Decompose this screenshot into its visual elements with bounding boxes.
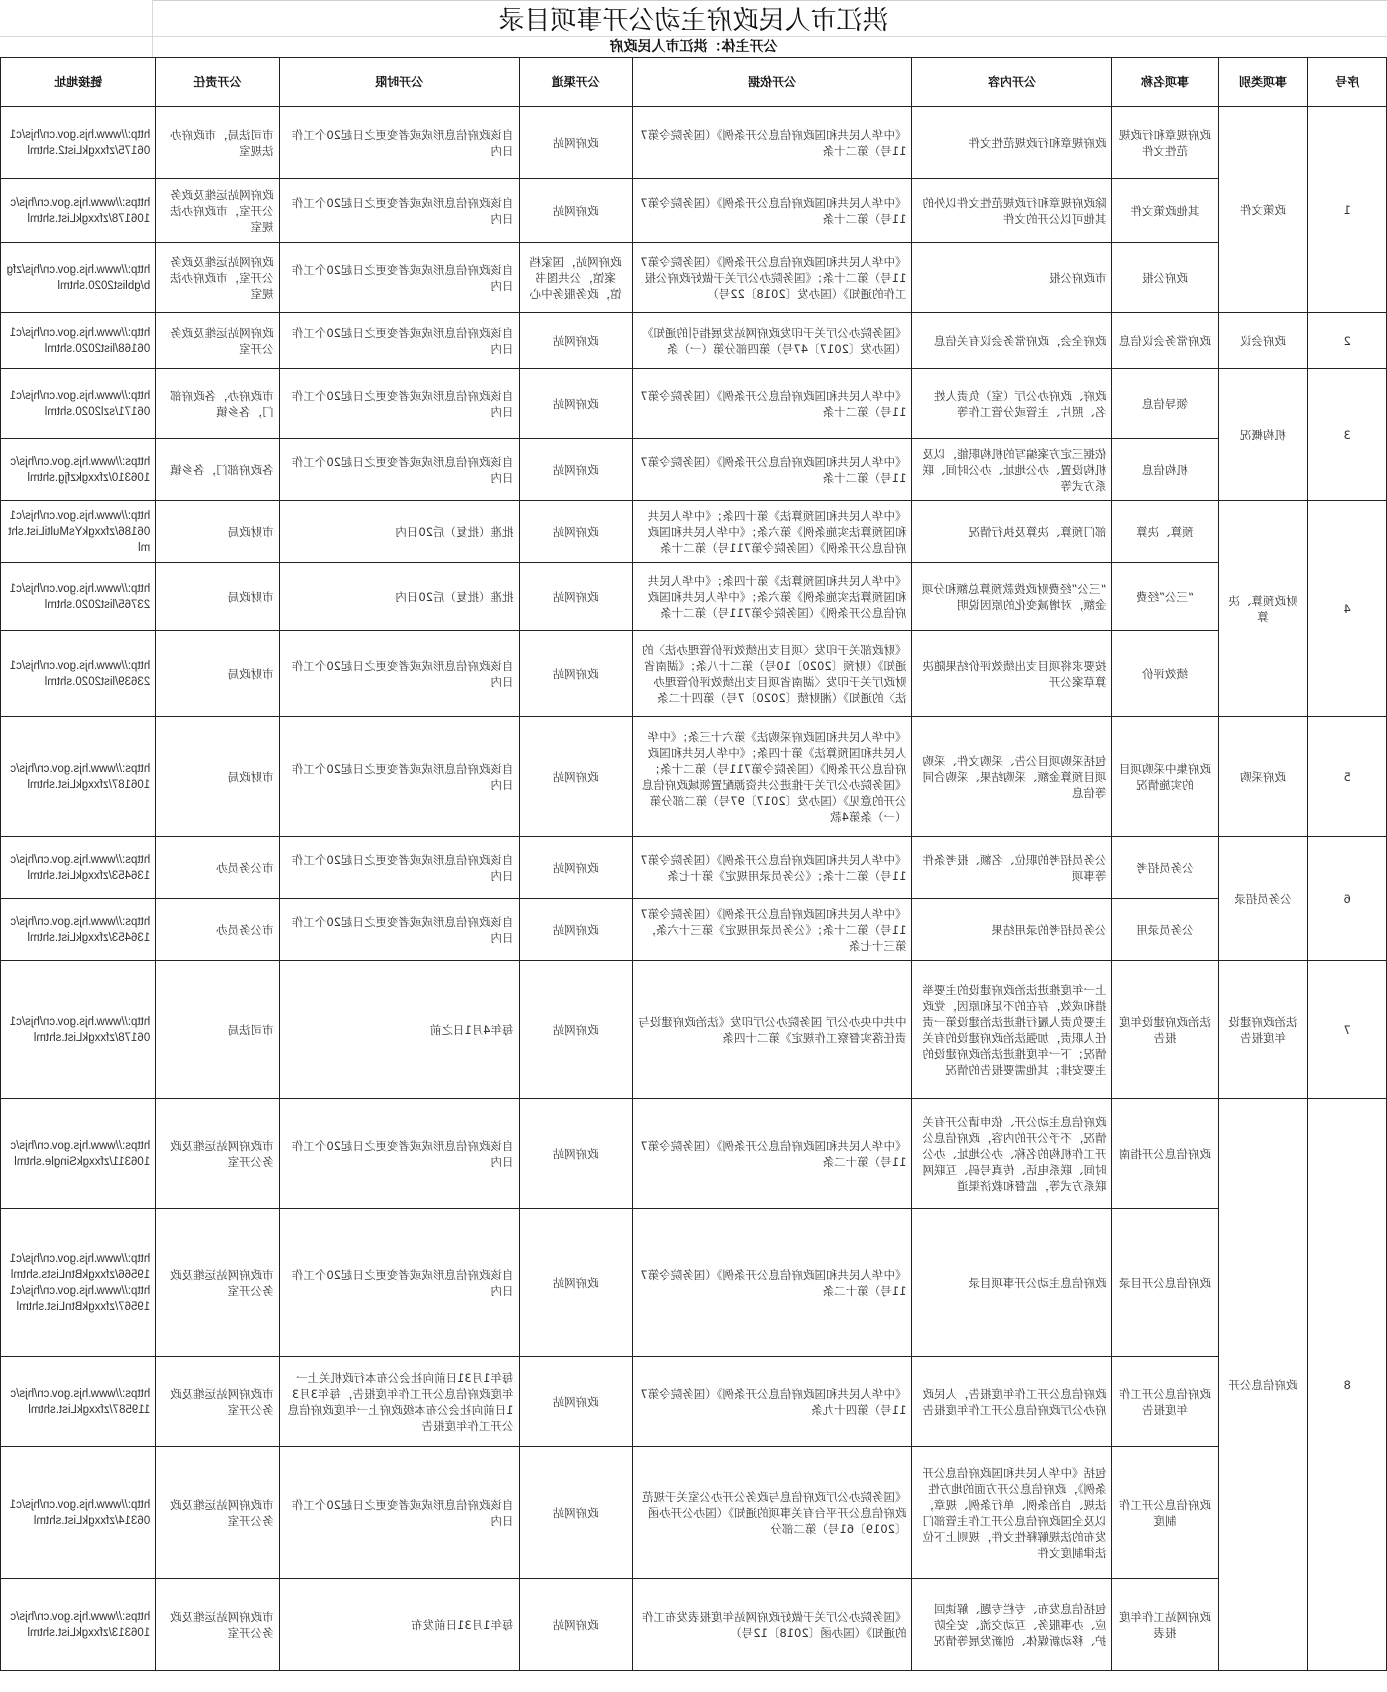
basis-cell: 《中华人民共和国政府信息公开条例》（国务院令第711号）第二十条；《公务员录用规定》第三十六条，第三十七条 bbox=[632, 899, 912, 961]
channel-cell: 政府网站 bbox=[519, 107, 632, 179]
item-name-cell: 机构信息 bbox=[1112, 439, 1218, 501]
content-cell: 按要求将项目支出绩效评价结果随决算草案公开 bbox=[912, 631, 1112, 717]
time-limit-cell: 每年1月31日前向社会公布本行政机关上一年度政府信息公开工作年度报告，每年3月31日前向社会公布本级政府上一年度政府信息公开工作年度报告 bbox=[279, 1357, 519, 1447]
time-limit-cell: 批准（批复）后20日内 bbox=[279, 501, 519, 563]
category-cell: 政府会议 bbox=[1218, 313, 1308, 369]
time-limit-cell: 批准（批复）后20日内 bbox=[279, 563, 519, 631]
table-row bbox=[1, 899, 1387, 961]
duty-cell: 市公务员办 bbox=[156, 837, 279, 899]
link-cell[interactable]: http://www.hjs.gov.cn/hjs/c106168/list2020.shtml bbox=[1, 313, 156, 369]
table-row bbox=[1, 369, 1387, 439]
item-name-cell: 预算、决算 bbox=[1112, 501, 1218, 563]
time-limit-cell: 自该政府信息形成或者变更之日起20个工作日内 bbox=[279, 313, 519, 369]
item-name-cell: “三公”经费 bbox=[1112, 563, 1218, 631]
link-cell[interactable]: http://www.hjs.gov.cn/hjs/c106175/zfxxgkList2.shtml bbox=[1, 107, 156, 179]
duty-cell: 市政府网站运维及政务公开室 bbox=[156, 1579, 279, 1671]
category-cell: 公务员招录 bbox=[1218, 837, 1308, 961]
item-name-cell: 政府规章和行政规范性文件 bbox=[1112, 107, 1218, 179]
channel-cell: 政府网站 bbox=[519, 899, 632, 961]
row-number: 6 bbox=[1308, 837, 1387, 961]
time-limit-cell: 自该政府信息形成或者变更之日起20个工作日内 bbox=[279, 631, 519, 717]
duty-cell: 市司法局，市政府办法规室 bbox=[156, 107, 279, 179]
content-cell: 包括《中华人民共和国政府信息公开条例》，政府信息公开方面的地方性法规、自治条例、单行条例、规章，以及全国政府信息公开工作主管部门发布的法规解释性文件，规则上下位法律制度文件 bbox=[912, 1447, 1112, 1579]
table-row bbox=[1, 1357, 1387, 1447]
link-cell[interactable]: http://www.hjs.gov.cn/hjs/c123765/list2020.shtml bbox=[1, 563, 156, 631]
channel-cell: 政府网站 bbox=[519, 501, 632, 563]
link-cell[interactable]: https://www.hjs.gov.cn/hjs/c136453/zfxxgkList.shtml bbox=[1, 837, 156, 899]
link-cell[interactable]: http://www.hjs.gov.cn/hjs/c106314/zfxxgkList.shtml bbox=[1, 1447, 156, 1579]
category-cell: 政策文件 bbox=[1218, 107, 1308, 313]
table-row bbox=[1, 837, 1387, 899]
catalog-table bbox=[0, 57, 1387, 1671]
category-cell: 政府信息公开 bbox=[1218, 1099, 1308, 1671]
time-limit-cell: 自该政府信息形成或者变更之日起20个工作日内 bbox=[279, 439, 519, 501]
link-cell[interactable]: http://www.hjs.gov.cn/hjs/c106178/zfxxgkList.shtml bbox=[1, 961, 156, 1099]
channel-cell: 政府网站 bbox=[519, 1099, 632, 1209]
link-cell[interactable]: https://www.hjs.gov.cn/hjs/c136453/zfxxgkList.shtml bbox=[1, 899, 156, 961]
item-name-cell: 政府信息公开指南 bbox=[1112, 1099, 1218, 1209]
duty-cell: 政府网站运维及政务公开室，市政府办法规室 bbox=[156, 179, 279, 243]
header-duty: 公开责任 bbox=[156, 58, 279, 107]
basis-cell: 《中华人民共和国政府信息公开条例》（国务院令第711号）第二十条；《公务员录用规定》第十七条 bbox=[632, 837, 912, 899]
time-limit-cell: 自该政府信息形成或者变更之日起20个工作日内 bbox=[279, 243, 519, 313]
table-row bbox=[1, 1447, 1387, 1579]
header-content: 公开内容 bbox=[912, 58, 1112, 107]
item-name-cell: 绩效评价 bbox=[1112, 631, 1218, 717]
content-cell: 政府信息主动公开事项目录 bbox=[912, 1209, 1112, 1357]
basis-cell: 《中华人民共和国预算法》第十四条；《中华人民共和国预算法实施条例》第六条；《中华人民共和国政府信息公开条例》（国务院令第711号）第二十条 bbox=[632, 563, 912, 631]
basis-cell: 中共中央办公厅 国务院办公厅印发《法治政府建设与责任落实督察工作规定》第二十四条 bbox=[632, 961, 912, 1099]
item-name-cell: 政府信息公开工作年度报告 bbox=[1112, 1357, 1218, 1447]
content-cell: 部门预算、决算及执行情况 bbox=[912, 501, 1112, 563]
channel-cell: 政府网站 bbox=[519, 1209, 632, 1357]
row-number: 7 bbox=[1308, 961, 1387, 1099]
content-cell: 政府全会，政府常务会议有关信息 bbox=[912, 313, 1112, 369]
table-row bbox=[1, 439, 1387, 501]
time-limit-cell: 自该政府信息形成或者变更之日起20个工作日内 bbox=[279, 899, 519, 961]
basis-cell: 《财政部关于印发〈项目支出绩效评价管理办法〉的通知》（财预〔2020〕10号）第二十八条；《湖南省财政厅关于印发〈湖南省项目支出绩效评价管理办法〉的通知》（湘财绩〔2020〕7号）第四十二条 bbox=[632, 631, 912, 717]
basis-cell: 《国务院办公厅关于做好政府网站年度报表发布工作的通知》（国办函〔2018〕12号） bbox=[632, 1579, 912, 1671]
category-cell: 政府采购 bbox=[1218, 717, 1308, 837]
channel-cell: 政府网站 bbox=[519, 179, 632, 243]
content-cell: 市政府公报 bbox=[912, 243, 1112, 313]
time-limit-cell: 自该政府信息形成或者变更之日起20个工作日内 bbox=[279, 179, 519, 243]
channel-cell: 政府网站 bbox=[519, 313, 632, 369]
content-cell: 包括采购项目公告、采购文件、采购项目预算金额、采购结果、采购合同等信息 bbox=[912, 717, 1112, 837]
duty-cell: 市财政局 bbox=[156, 717, 279, 837]
item-name-cell: 政府网站工作年度报表 bbox=[1112, 1579, 1218, 1671]
link-cell[interactable]: http://www.hjs.gov.cn/hjs/c119566/zfxxgkBtnLists.shtml http://www.hjs.gov.cn/hjs/c119567/zfxxgkBtnList.shtml bbox=[1, 1209, 156, 1357]
channel-cell: 政府网站 bbox=[519, 717, 632, 837]
row-number: 3 bbox=[1308, 369, 1387, 501]
content-cell: 公务员招考的录用结果 bbox=[912, 899, 1112, 961]
row-number: 8 bbox=[1308, 1099, 1387, 1671]
link-cell[interactable]: http://www.hjs.gov.cn/hjs/c106171/szl2020.shtml bbox=[1, 369, 156, 439]
time-limit-cell: 自该政府信息形成或者变更之日起20个工作日内 bbox=[279, 717, 519, 837]
duty-cell: 各政府部门，各乡镇 bbox=[156, 439, 279, 501]
content-cell: 政府信息公开工作年度报告，人民政府办公厅政府信息公开工作年度报告 bbox=[912, 1357, 1112, 1447]
channel-cell: 政府网站 bbox=[519, 439, 632, 501]
category-cell: 财政预算、决算 bbox=[1218, 501, 1308, 717]
link-cell[interactable]: http://www.hjs.gov.cn/hjs/c106186/zfxxgkYsMultiList.shtml bbox=[1, 501, 156, 563]
link-cell[interactable]: http://www.hjs.gov.cn/hjs/c123639/list2020.shtml bbox=[1, 631, 156, 717]
time-limit-cell: 自该政府信息形成或者变更之日起20个工作日内 bbox=[279, 837, 519, 899]
duty-cell: 市财政局 bbox=[156, 563, 279, 631]
basis-cell: 《国务院办公厅关于印发政府网站发展指引的通知》（国办发〔2017〕47号）第四部分第（一）条 bbox=[632, 313, 912, 369]
basis-cell: 《中华人民共和国政府信息公开条例》（国务院令第711号）第十二条 bbox=[632, 1099, 912, 1209]
link-cell[interactable]: https://www.hjs.gov.cn/hjs/c106178/zfxxgkList.shtml bbox=[1, 179, 156, 243]
table-header-row bbox=[1, 58, 1387, 107]
header-channel: 公开渠道 bbox=[519, 58, 632, 107]
link-cell[interactable]: https://www.hjs.gov.cn/hjs/c106313/zfxxgkList.shtml bbox=[1, 1579, 156, 1671]
duty-cell: 政府网站运维及政务公开室 bbox=[156, 313, 279, 369]
table-row bbox=[1, 961, 1387, 1099]
channel-cell: 政府网站 bbox=[519, 369, 632, 439]
link-cell[interactable]: https://www.hjs.gov.cn/hjs/c106310/zfxxgkzfjg.shtml bbox=[1, 439, 156, 501]
header-name: 事项名称 bbox=[1112, 58, 1218, 107]
basis-cell: 《国务院办公厅政府信息与政务公开办公室关于规范政府信息公开平台有关事项的通知》（国办公开办函〔2019〕61号）第二部分 bbox=[632, 1447, 912, 1579]
header-no: 序号 bbox=[1308, 58, 1387, 107]
channel-cell: 政府网站 bbox=[519, 837, 632, 899]
duty-cell: 市财政局 bbox=[156, 501, 279, 563]
channel-cell: 政府网站 bbox=[519, 1357, 632, 1447]
table-row bbox=[1, 243, 1387, 313]
duty-cell: 市政府网站运维及政务公开室 bbox=[156, 1357, 279, 1447]
duty-cell: 政府网站运维及政务公开室，市政府办法规室 bbox=[156, 243, 279, 313]
time-limit-cell: 自该政府信息形成或者变更之日起20个工作日内 bbox=[279, 107, 519, 179]
content-cell: 公务员招考的职位、名额、报考条件等事项 bbox=[912, 837, 1112, 899]
table-row bbox=[1, 1099, 1387, 1209]
content-cell: 包括信息发布、专栏专题、解读回应、办事服务、互动交流、安全防护、移动新媒体、创新发展等情况 bbox=[912, 1579, 1112, 1671]
table-row bbox=[1, 1209, 1387, 1357]
channel-cell: 政府网站 bbox=[519, 1579, 632, 1671]
table-row bbox=[1, 501, 1387, 563]
page-title: 洪江市人民政府主动公开事项目录 bbox=[498, 5, 889, 36]
content-cell: 依据三定方案编写的机构职能，以及机构设置、办公地址、办公时间、联系方式等 bbox=[912, 439, 1112, 501]
duty-cell: 市公务员办 bbox=[156, 899, 279, 961]
time-limit-cell: 每年4月1日之前 bbox=[279, 961, 519, 1099]
content-cell: 上一年度推进法治政府建设的主要举措和成效，存在的不足和原因，党政主要负责人履行推进法治建设第一责任人职责，加强法治政府建设的有关情况；下一年度推进法治政府建设的主要安排；其他需要报告的情况 bbox=[912, 961, 1112, 1099]
table-row bbox=[1, 1579, 1387, 1671]
link-cell[interactable]: http://www.hjs.gov.cn/hjs/zfgb/gblist2020.shtml bbox=[1, 243, 156, 313]
item-name-cell: 政府集中采购项目的实施情况 bbox=[1112, 717, 1218, 837]
time-limit-cell: 每年1月31日前发布 bbox=[279, 1579, 519, 1671]
duty-cell: 市政府网站运维及政务公开室 bbox=[156, 1447, 279, 1579]
item-name-cell: 法治政府建设年度报告 bbox=[1112, 961, 1218, 1099]
duty-cell: 市政府办，各政府部门，各乡镇 bbox=[156, 369, 279, 439]
basis-cell: 《中华人民共和国政府信息公开条例》（国务院令第711号）第二十条 bbox=[632, 179, 912, 243]
duty-cell: 市政府网站运维及政务公开室 bbox=[156, 1209, 279, 1357]
table-row bbox=[1, 717, 1387, 837]
basis-cell: 《中华人民共和国预算法》第十四条；《中华人民共和国预算法实施条例》第六条；《中华人民共和国政府信息公开条例》（国务院令第711号）第二十条 bbox=[632, 501, 912, 563]
table-row bbox=[1, 313, 1387, 369]
table-row bbox=[1, 631, 1387, 717]
time-limit-cell: 自该政府信息形成或者变更之日起20个工作日内 bbox=[279, 1447, 519, 1579]
channel-cell: 政府网站，国家档案馆，公共图书馆，政务服务中心 bbox=[519, 243, 632, 313]
item-name-cell: 领导信息 bbox=[1112, 369, 1218, 439]
content-cell: 政府信息主动公开、依申请公开有关情况，不予公开的内容，政府信息公开工作机构的名称、办公地址、办公时间、联系电话、传真号码、互联网联系方式等，监督和救济渠道 bbox=[912, 1099, 1112, 1209]
category-cell: 法治政府建设年度报告 bbox=[1218, 961, 1308, 1099]
channel-cell: 政府网站 bbox=[519, 563, 632, 631]
table-row bbox=[1, 563, 1387, 631]
link-cell[interactable]: https://www.hjs.gov.cn/hjs/c106187/zfxxgkList.shtml bbox=[1, 717, 156, 837]
header-basis: 公开依据 bbox=[632, 58, 912, 107]
link-cell[interactable]: https://www.hjs.gov.cn/hjs/c106311/zfxxgkSingle.shtml bbox=[1, 1099, 156, 1209]
content-cell: 政府、政府办公厅（室）负责人姓名、照片、主管或分管工作等 bbox=[912, 369, 1112, 439]
duty-cell: 市政府网站运维及政务公开室 bbox=[156, 1099, 279, 1209]
row-number: 4 bbox=[1308, 501, 1387, 717]
duty-cell: 市财政局 bbox=[156, 631, 279, 717]
page-subtitle: 公开主体：洪江市人民政府 bbox=[609, 39, 778, 55]
row-number: 2 bbox=[1308, 313, 1387, 369]
content-cell: 政府规章和行政规范性文件 bbox=[912, 107, 1112, 179]
channel-cell: 政府网站 bbox=[519, 631, 632, 717]
channel-cell: 政府网站 bbox=[519, 1447, 632, 1579]
basis-cell: 《中华人民共和国政府信息公开条例》（国务院令第711号）第二十条 bbox=[632, 369, 912, 439]
basis-cell: 《中华人民共和国政府采购法》第六十三条；《中华人民共和国预算法》第十四条；《中华人民共和国政府信息公开条例》（国务院令第711号）第二十条；《国务院办公厅关于推进公共资源配置领域政府信息公开的意见》（国办发〔2017〕97号）第二部分第（一）条第4款 bbox=[632, 717, 912, 837]
header-category: 事项类别 bbox=[1218, 58, 1308, 107]
header-link: 链接地址 bbox=[1, 58, 156, 107]
item-name-cell: 政府常务会议信息 bbox=[1112, 313, 1218, 369]
duty-cell: 市司法局 bbox=[156, 961, 279, 1099]
basis-cell: 《中华人民共和国政府信息公开条例》（国务院令第711号）第十二条 bbox=[632, 1209, 912, 1357]
item-name-cell: 公务员录用 bbox=[1112, 899, 1218, 961]
basis-cell: 《中华人民共和国政府信息公开条例》（国务院令第711号）第二十条 bbox=[632, 439, 912, 501]
item-name-cell: 公务员招考 bbox=[1112, 837, 1218, 899]
table-row bbox=[1, 179, 1387, 243]
item-name-cell: 政府信息公开工作制度 bbox=[1112, 1447, 1218, 1579]
item-name-cell: 政府信息公开目录 bbox=[1112, 1209, 1218, 1357]
item-name-cell: 政府公报 bbox=[1112, 243, 1218, 313]
time-limit-cell: 自该政府信息形成或者变更之日起20个工作日内 bbox=[279, 369, 519, 439]
basis-cell: 《中华人民共和国政府信息公开条例》（国务院令第711号）第二十条 bbox=[632, 107, 912, 179]
time-limit-cell: 自该政府信息形成或者变更之日起20个工作日内 bbox=[279, 1099, 519, 1209]
item-name-cell: 其他政策文件 bbox=[1112, 179, 1218, 243]
basis-cell: 《中华人民共和国政府信息公开条例》（国务院令第711号）第四十九条 bbox=[632, 1357, 912, 1447]
row-number: 5 bbox=[1308, 717, 1387, 837]
content-cell: 除政府规章和行政规范性文件以外的其他可以公开的文件 bbox=[912, 179, 1112, 243]
link-cell[interactable]: https://www.hjs.gov.cn/hjs/c119587/zfxxgkList.shtml bbox=[1, 1357, 156, 1447]
table-row bbox=[1, 107, 1387, 179]
category-cell: 机构概况 bbox=[1218, 369, 1308, 501]
catalog-table-body bbox=[1, 58, 1387, 1671]
content-cell: “三公”经费财政拨款预算总额和分项金额，对增减变化的原因说明 bbox=[912, 563, 1112, 631]
header-time: 公开时限 bbox=[279, 58, 519, 107]
basis-cell: 《中华人民共和国政府信息公开条例》（国务院令第711号）第二十条；《国务院办公厅关于做好政府公报工作的通知》（国办发〔2018〕22号） bbox=[632, 243, 912, 313]
time-limit-cell: 自该政府信息形成或者变更之日起20个工作日内 bbox=[279, 1209, 519, 1357]
row-number: 1 bbox=[1308, 107, 1387, 313]
channel-cell: 政府网站 bbox=[519, 961, 632, 1099]
